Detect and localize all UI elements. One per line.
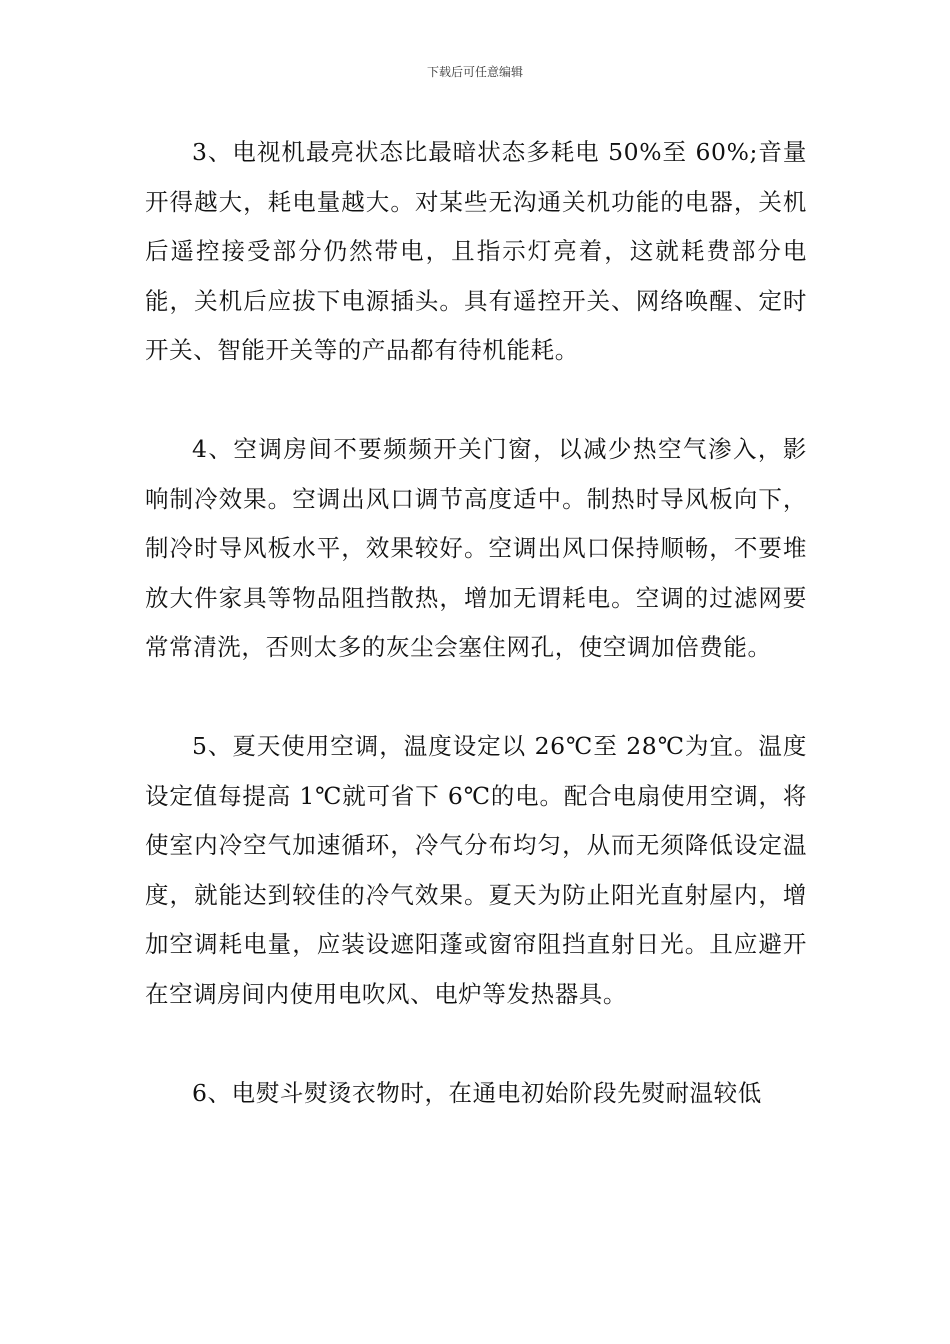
page-header: 下载后可任意编辑 [426, 65, 523, 79]
paragraph-6: 6、电熨斗熨烫衣物时，在通电初始阶段先熨耐温较低 [192, 1078, 762, 1107]
paragraph-4: 4、空调房间不要频频开关门窗，以减少热空气渗入，影响制冷效果。空调出风口调节高度适中。制热时导风板向下，制冷时导风板水平，效果较好。空调出风口保持顺畅，不要堆放大件家具等物品阻挡散热，增加无谓耗电。空调的过滤网要常常清洗，否则太多的灰尘会塞住网孔，使空调加倍费能。 [145, 435, 807, 661]
document-body [145, 128, 807, 1118]
paragraph-gap [145, 1019, 807, 1069]
paragraph-3: 3、电视机最亮状态比最暗状态多耗电 50%至 60%;音量开得越大，耗电量越大。对某些无沟通关机功能的电器，关机后遥控接受部分仍然带电，且指示灯亮着，这就耗费部分电能，关机后应拔下电源插头。具有遥控开关、网络唤醒、定时开关、智能开关等的产品都有待机能耗。 [145, 138, 807, 364]
paragraph-5: 5、夏天使用空调，温度设定以 26℃至 28℃为宜。温度设定值每提高 1℃就可省下 6℃的电。配合电扇使用空调，将使室内冷空气加速循环，冷气分布均匀，从而无须降低设定温度，就能达到较佳的冷气效果。夏天为防止阳光直射屋内，增加空调耗电量，应装设遮阳蓬或窗帘阻挡直射日光。且应避开在空调房间内使用电吹风、电炉等发热器具。 [145, 732, 807, 1008]
paragraph-gap [145, 376, 807, 426]
paragraph-gap [145, 673, 807, 723]
